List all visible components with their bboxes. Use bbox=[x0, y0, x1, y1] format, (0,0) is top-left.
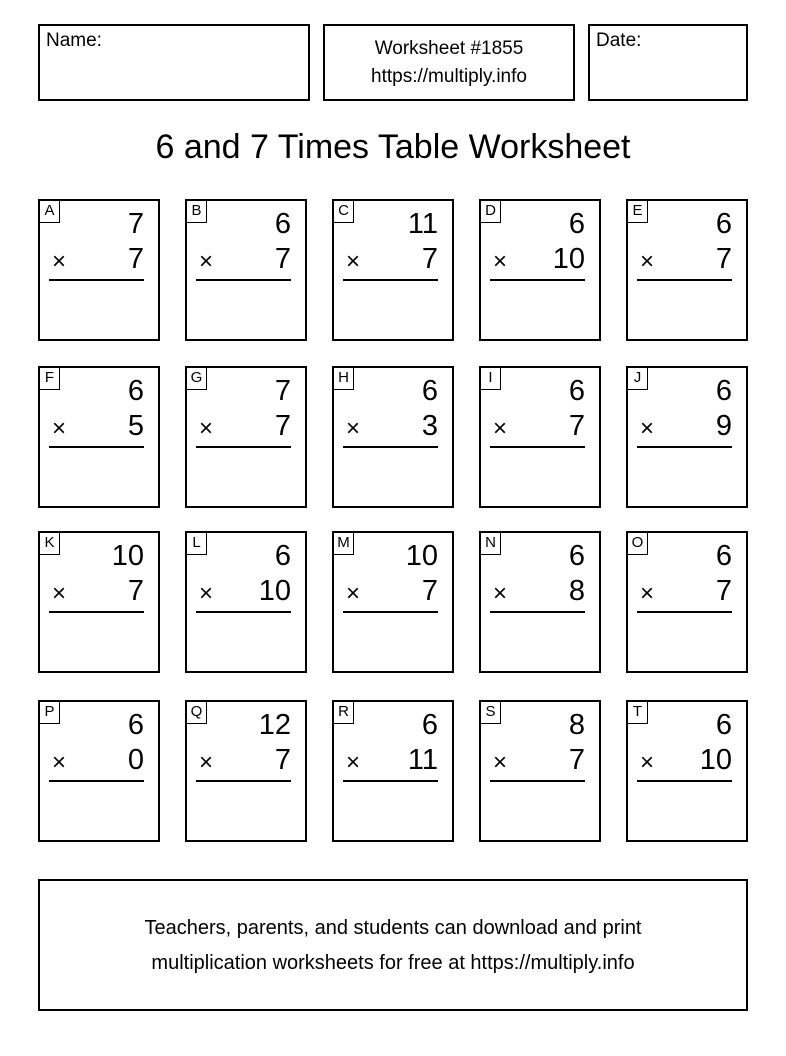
times-symbol: × bbox=[346, 580, 361, 607]
worksheet-number: Worksheet #1855 bbox=[374, 38, 524, 59]
times-symbol: × bbox=[199, 749, 214, 776]
problem-card bbox=[479, 700, 601, 842]
multiplier: 10 bbox=[258, 575, 291, 607]
multiplier: 7 bbox=[421, 575, 438, 607]
problem-letter: L bbox=[187, 533, 207, 555]
footer-box bbox=[38, 879, 748, 1011]
multiplier: 7 bbox=[715, 243, 732, 275]
multiplier: 7 bbox=[568, 744, 585, 776]
multiplier: 7 bbox=[715, 575, 732, 607]
multiplier: 7 bbox=[421, 243, 438, 275]
multiplier: 11 bbox=[407, 744, 438, 776]
times-symbol: × bbox=[52, 415, 67, 442]
answer-line bbox=[49, 611, 144, 613]
problem-letter: F bbox=[40, 368, 60, 390]
multiplicand: 7 bbox=[127, 208, 144, 240]
answer-line bbox=[196, 446, 291, 448]
multiplier: 3 bbox=[421, 410, 438, 442]
times-symbol: × bbox=[199, 248, 214, 275]
multiplier: 7 bbox=[127, 575, 144, 607]
worksheet-info-box bbox=[323, 24, 575, 101]
multiplier: 10 bbox=[699, 744, 732, 776]
multiplicand: 6 bbox=[715, 208, 732, 240]
problem-card bbox=[479, 531, 601, 673]
answer-line bbox=[637, 780, 732, 782]
problem-card bbox=[185, 199, 307, 341]
times-symbol: × bbox=[199, 415, 214, 442]
problem-card bbox=[38, 531, 160, 673]
multiplier: 7 bbox=[274, 243, 291, 275]
times-symbol: × bbox=[346, 415, 361, 442]
multiplicand: 10 bbox=[111, 540, 144, 572]
problem-card bbox=[185, 700, 307, 842]
times-symbol: × bbox=[493, 248, 508, 275]
multiplicand: 6 bbox=[715, 375, 732, 407]
multiplier: 8 bbox=[568, 575, 585, 607]
multiplicand: 7 bbox=[274, 375, 291, 407]
problem-letter: C bbox=[334, 201, 354, 223]
multiplicand: 6 bbox=[568, 208, 585, 240]
times-symbol: × bbox=[346, 749, 361, 776]
multiplicand: 6 bbox=[421, 375, 438, 407]
problem-card bbox=[332, 531, 454, 673]
answer-line bbox=[490, 780, 585, 782]
problem-letter: S bbox=[481, 702, 501, 724]
answer-line bbox=[343, 611, 438, 613]
problem-letter: D bbox=[481, 201, 501, 223]
multiplicand: 6 bbox=[715, 540, 732, 572]
multiplicand: 6 bbox=[127, 375, 144, 407]
answer-line bbox=[49, 446, 144, 448]
times-symbol: × bbox=[493, 580, 508, 607]
problem-letter: B bbox=[187, 201, 207, 223]
problem-letter: I bbox=[481, 368, 501, 390]
problem-card bbox=[38, 199, 160, 341]
answer-line bbox=[196, 611, 291, 613]
problem-card bbox=[332, 199, 454, 341]
footer-line-2: multiplication worksheets for free at https://multiply.info bbox=[151, 952, 635, 974]
date-field-box bbox=[588, 24, 748, 101]
multiplier: 10 bbox=[552, 243, 585, 275]
multiplier: 7 bbox=[274, 410, 291, 442]
problem-card bbox=[332, 700, 454, 842]
multiplier: 7 bbox=[127, 243, 144, 275]
times-symbol: × bbox=[640, 248, 655, 275]
multiplicand: 6 bbox=[274, 540, 291, 572]
times-symbol: × bbox=[346, 248, 361, 275]
multiplicand: 10 bbox=[405, 540, 438, 572]
times-symbol: × bbox=[52, 248, 67, 275]
problem-letter: H bbox=[334, 368, 354, 390]
multiplicand: 6 bbox=[421, 709, 438, 741]
problem-card bbox=[626, 199, 748, 341]
multiplicand: 6 bbox=[715, 709, 732, 741]
problem-letter: E bbox=[628, 201, 648, 223]
answer-line bbox=[343, 780, 438, 782]
answer-line bbox=[49, 780, 144, 782]
answer-line bbox=[343, 279, 438, 281]
multiplicand: 12 bbox=[258, 709, 291, 741]
problem-card bbox=[185, 531, 307, 673]
problem-card bbox=[479, 199, 601, 341]
multiplicand: 8 bbox=[568, 709, 585, 741]
worksheet-url: https://multiply.info bbox=[371, 66, 527, 87]
multiplier: 7 bbox=[274, 744, 291, 776]
multiplicand: 11 bbox=[407, 208, 438, 240]
problem-letter: G bbox=[187, 368, 207, 390]
problem-card bbox=[626, 366, 748, 508]
footer-line-1: Teachers, parents, and students can download and print bbox=[144, 917, 642, 939]
multiplicand: 6 bbox=[274, 208, 291, 240]
answer-line bbox=[343, 446, 438, 448]
times-symbol: × bbox=[640, 415, 655, 442]
answer-line bbox=[49, 279, 144, 281]
problem-letter: J bbox=[628, 368, 648, 390]
problem-letter: R bbox=[334, 702, 354, 724]
name-label: Name: bbox=[46, 30, 102, 51]
multiplier: 0 bbox=[127, 744, 144, 776]
problem-card bbox=[626, 700, 748, 842]
problem-card bbox=[185, 366, 307, 508]
multiplicand: 6 bbox=[127, 709, 144, 741]
problem-letter: Q bbox=[187, 702, 207, 724]
answer-line bbox=[196, 780, 291, 782]
name-field-box bbox=[38, 24, 310, 101]
problem-letter: M bbox=[334, 533, 354, 555]
times-symbol: × bbox=[640, 749, 655, 776]
times-symbol: × bbox=[199, 580, 214, 607]
date-label: Date: bbox=[596, 30, 642, 51]
times-symbol: × bbox=[52, 580, 67, 607]
problem-letter: K bbox=[40, 533, 60, 555]
answer-line bbox=[196, 279, 291, 281]
problem-letter: P bbox=[40, 702, 60, 724]
answer-line bbox=[637, 611, 732, 613]
times-symbol: × bbox=[640, 580, 655, 607]
multiplier: 5 bbox=[127, 410, 144, 442]
answer-line bbox=[490, 446, 585, 448]
multiplier: 7 bbox=[568, 410, 585, 442]
problem-letter: T bbox=[628, 702, 648, 724]
problem-card bbox=[332, 366, 454, 508]
problem-letter: A bbox=[40, 201, 60, 223]
answer-line bbox=[637, 279, 732, 281]
problem-card bbox=[479, 366, 601, 508]
multiplier: 9 bbox=[715, 410, 732, 442]
problem-letter: N bbox=[481, 533, 501, 555]
multiplicand: 6 bbox=[568, 540, 585, 572]
page-title: 6 and 7 Times Table Worksheet bbox=[155, 128, 631, 166]
answer-line bbox=[637, 446, 732, 448]
times-symbol: × bbox=[52, 749, 67, 776]
times-symbol: × bbox=[493, 749, 508, 776]
problem-card bbox=[626, 531, 748, 673]
times-symbol: × bbox=[493, 415, 508, 442]
answer-line bbox=[490, 279, 585, 281]
problem-card bbox=[38, 366, 160, 508]
multiplicand: 6 bbox=[568, 375, 585, 407]
problem-letter: O bbox=[628, 533, 648, 555]
answer-line bbox=[490, 611, 585, 613]
problem-card bbox=[38, 700, 160, 842]
